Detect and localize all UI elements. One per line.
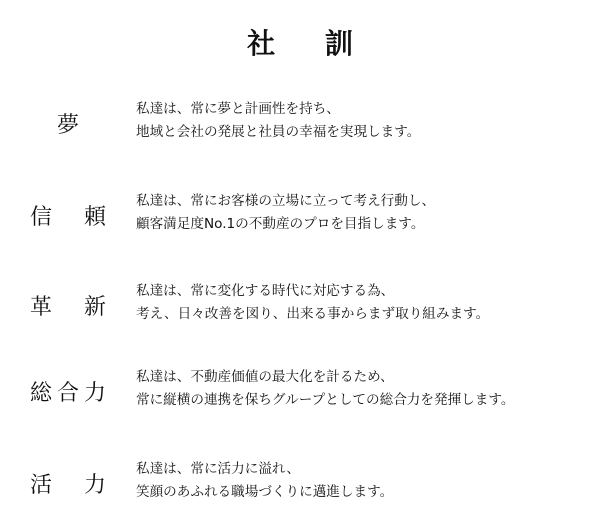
section-heading xyxy=(30,458,106,508)
body-line: 私達は、常にお客様の立場に立って考え行動し、 xyxy=(136,193,436,209)
heading-char: 活 xyxy=(30,472,53,498)
heading-char: 信 xyxy=(30,204,53,230)
section-shinrai xyxy=(0,190,600,240)
section-heading xyxy=(30,190,106,240)
section-body xyxy=(136,280,591,326)
body-line: 笑顔のあふれる職場づくりに邁進します。 xyxy=(136,484,394,500)
section-heading xyxy=(30,98,106,148)
section-katsuryoku xyxy=(0,458,600,508)
section-body xyxy=(136,458,591,504)
heading-char: 力 xyxy=(83,472,106,498)
body-line: 私達は、常に変化する時代に対応する為、 xyxy=(136,283,395,299)
section-yume xyxy=(0,98,600,148)
body-line: 私達は、常に夢と計画性を持ち、 xyxy=(136,101,340,117)
section-heading xyxy=(30,366,106,416)
body-line: 考え、日々改善を図り、出来る事からまず取り組みます。 xyxy=(136,306,490,322)
body-line: 顧客満足度No.1の不動産のプロを目指します。 xyxy=(136,216,425,232)
body-line: 地域と会社の発展と社員の幸福を実現します。 xyxy=(136,124,421,140)
section-sogoryoku xyxy=(0,366,600,416)
body-line: 私達は、不動産価値の最大化を計るため、 xyxy=(136,369,394,385)
heading-char: 力 xyxy=(83,380,106,406)
heading-char: 合 xyxy=(56,380,79,406)
heading-char: 新 xyxy=(83,294,106,320)
heading-char: 頼 xyxy=(83,204,106,230)
body-line: 私達は、常に活力に溢れ、 xyxy=(136,461,300,477)
page-title: 社 訓 xyxy=(247,27,373,60)
body-line: 常に縦横の連携を保ちグループとしての総合力を発揮します。 xyxy=(136,392,515,408)
section-body xyxy=(136,366,591,412)
heading-char: 総 xyxy=(30,380,53,406)
section-heading xyxy=(30,280,106,330)
heading-char: 夢 xyxy=(56,112,79,138)
section-kakushin xyxy=(0,280,600,330)
heading-char: 革 xyxy=(30,294,53,320)
section-body xyxy=(136,98,591,144)
section-body xyxy=(136,190,591,236)
